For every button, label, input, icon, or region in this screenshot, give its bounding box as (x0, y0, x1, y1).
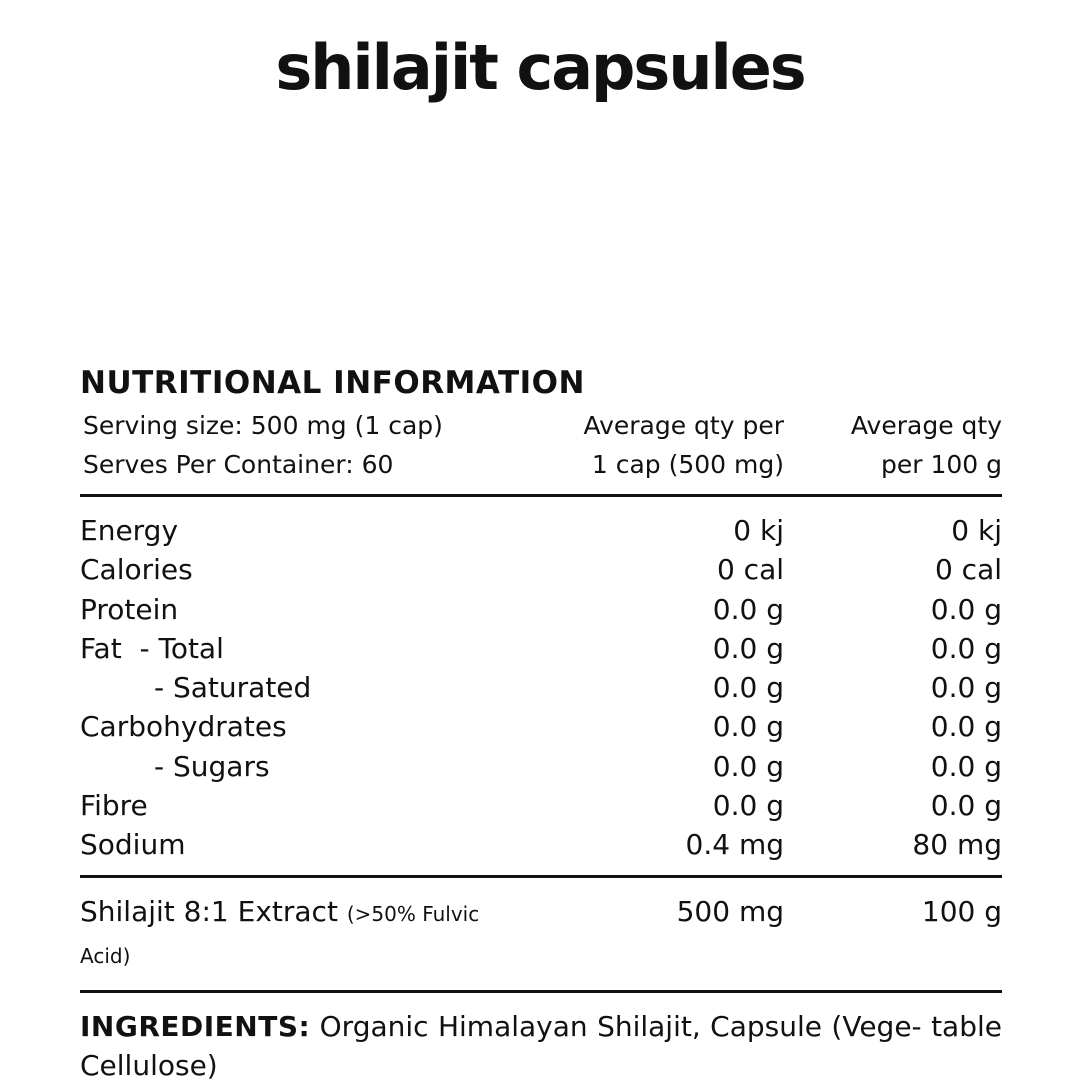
nutrient-label: - Sugars (154, 749, 270, 783)
ingredients-label: INGREDIENTS: (80, 1009, 311, 1043)
nutrient-per-serve: 0.0 g (712, 671, 784, 705)
nutrient-per-serve: 0.0 g (712, 710, 784, 744)
nutrient-row-calories (80, 550, 1002, 589)
serving-info (80, 406, 484, 484)
extract-row (80, 878, 1002, 990)
nutrition-header (80, 406, 1002, 494)
per-100g-column-header (784, 406, 1002, 484)
extract-per-100g: 100 g (921, 894, 1002, 928)
nutrient-label: Protein (80, 592, 179, 626)
extract-per-serve: 500 mg (676, 894, 784, 928)
nutrient-rows (80, 497, 1002, 875)
ingredients-text: Organic Himalayan Shilajit, Capsule (Vege- table Cellulose) (80, 1009, 1002, 1082)
nutrient-per-100g: 0.0 g (930, 710, 1002, 744)
per-100g-header-line-1: Average qty (850, 411, 1002, 440)
nutrient-per-serve: 0.0 g (712, 631, 784, 665)
nutrient-row-sodium (80, 825, 1002, 864)
product-title: shilajit capsules (275, 31, 805, 104)
serving-size: Serving size: 500 mg (1 cap) (83, 411, 443, 440)
nutrient-per-100g: 80 mg (912, 828, 1002, 862)
nutrient-per-serve: 0.0 g (712, 592, 784, 626)
extract-note: (>50% Fulvic Acid) (80, 901, 480, 968)
nutrient-label: Carbohydrates (80, 710, 287, 744)
nutrient-per-100g: 0 cal (934, 553, 1002, 587)
nutrient-per-100g: 0 kj (951, 514, 1002, 547)
nutrient-per-100g: 0.0 g (930, 671, 1002, 705)
extract-label: Shilajit 8:1 Extract (80, 894, 338, 928)
nutrient-label: Fat - Total (80, 631, 224, 665)
nutrient-label: - Saturated (154, 671, 312, 705)
per-serve-column-header (484, 406, 784, 484)
ingredients-block (80, 993, 1002, 1085)
nutrient-per-100g: 0.0 g (930, 592, 1002, 626)
nutrition-panel (80, 362, 1002, 1085)
per-serve-header-line-2: 1 cap (500 mg) (591, 450, 784, 479)
nutrient-row-fibre (80, 786, 1002, 825)
serves-per-container: Serves Per Container: 60 (83, 450, 394, 479)
nutrient-row-saturated (80, 668, 1002, 707)
nutrient-per-100g: 0.0 g (930, 749, 1002, 783)
nutrient-row-sugars (80, 747, 1002, 786)
nutrient-row-carbohydrates (80, 707, 1002, 746)
nutrient-per-serve: 0.0 g (712, 749, 784, 783)
nutrient-per-serve: 0.0 g (712, 789, 784, 823)
nutrient-row-protein (80, 590, 1002, 629)
nutrient-label: Calories (80, 553, 193, 587)
nutrient-per-100g: 0.0 g (930, 789, 1002, 823)
extract-label-cell (80, 892, 484, 976)
nutrient-per-100g: 0.0 g (930, 631, 1002, 665)
nutrient-label: Fibre (80, 789, 148, 823)
nutrient-row-energy (80, 511, 1002, 550)
nutrient-per-serve: 0.4 mg (685, 828, 784, 862)
nutrient-per-serve: 0 kj (733, 514, 784, 547)
nutrition-heading: NUTRITIONAL INFORMATION (80, 365, 585, 401)
per-serve-header-line-1: Average qty per (583, 411, 784, 440)
nutrient-row-fat-total (80, 629, 1002, 668)
nutrient-label: Sodium (80, 828, 186, 862)
nutrient-per-serve: 0 cal (716, 553, 784, 587)
nutrient-label: Energy (80, 514, 179, 547)
per-100g-header-line-2: per 100 g (880, 450, 1002, 479)
